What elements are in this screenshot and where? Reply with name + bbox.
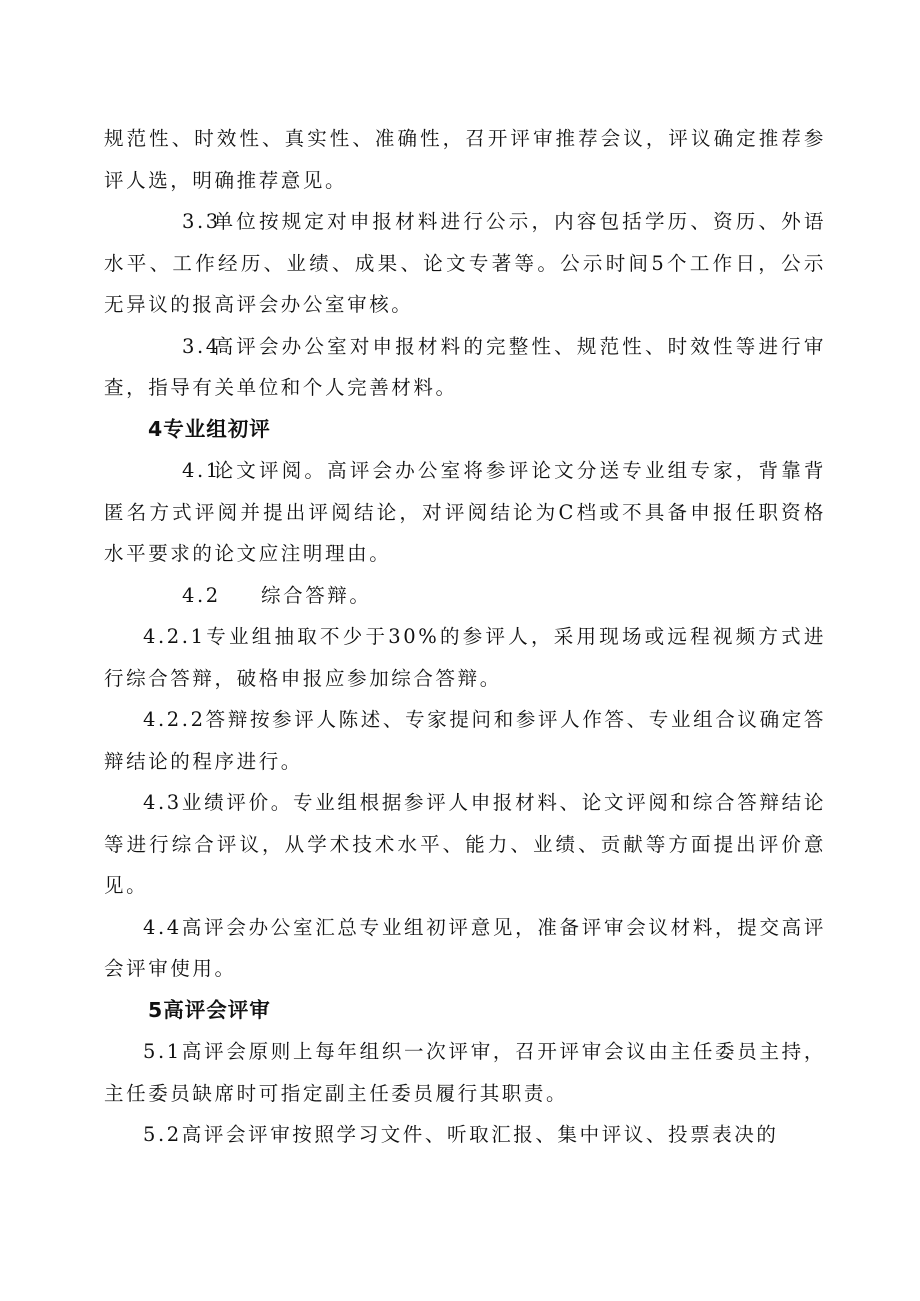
document-body xyxy=(104,118,826,1156)
paragraph-3-4 xyxy=(104,326,826,409)
paragraph-3-3 xyxy=(104,201,826,326)
paragraph-4-2-1: 4.2.1专业组抽取不少于30%的参评人，采用现场或远程视频方式进行综合答辩，破格申报应参加综合答辩。 xyxy=(104,625,826,690)
paragraph-4-2-2: 4.2.2答辩按参评人陈述、专家提问和参评人作答、专业组合议确定答辩结论的程序进行。 xyxy=(104,708,826,773)
paragraph-4-2 xyxy=(104,575,826,617)
paragraph-5-1: 5.1高评会原则上每年组织一次评审，召开评审会议由主任委员主持，主任委员缺席时可指定副主任委员履行其职责。 xyxy=(104,1040,826,1105)
clause-text: 单位按规定对申报材料进行公示，内容包括学历、资历、外语水平、工作经历、业绩、成果、论文专著等。公示时间5个工作日，公示无异议的报高评会办公室审核。 xyxy=(104,210,826,316)
clause-text: 论文评阅。高评会办公室将参评论文分送专业组专家，背靠背匿名方式评阅并提出评阅结论，对评阅结论为C档或不具备申报任职资格水平要求的论文应注明理由。 xyxy=(104,459,826,565)
section-heading-4: 4专业组初评 xyxy=(148,416,271,441)
paragraph-4-1 xyxy=(104,450,826,575)
paragraph-5-2: 5.2高评会评审按照学习文件、听取汇报、集中评议、投票表决的 xyxy=(143,1123,779,1146)
paragraph-4-3: 4.3业绩评价。专业组根据参评人申报材料、论文评阅和综合答辩结论等进行综合评议，从学术技术水平、能力、业绩、贡献等方面提出评价意见。 xyxy=(104,791,826,897)
clause-number: 4.2 xyxy=(182,583,221,607)
clause-text: 综合答辩。 xyxy=(261,583,372,607)
paragraph-continued: 规范性、时效性、真实性、准确性，召开评审推荐会议，评议确定推荐参评人选，明确推荐意见。 xyxy=(104,127,826,192)
section-heading-5: 5高评会评审 xyxy=(148,997,271,1022)
clause-number: 4.1 xyxy=(182,459,221,482)
paragraph-4-4: 4.4高评会办公室汇总专业组初评意见，准备评审会议材料，提交高评会评审使用。 xyxy=(104,915,826,980)
clause-text: 高评会办公室对申报材料的完整性、规范性、时效性等进行审查，指导有关单位和个人完善材料。 xyxy=(104,334,826,399)
clause-number: 3.4 xyxy=(182,334,221,358)
clause-number: 3.3 xyxy=(182,210,221,233)
